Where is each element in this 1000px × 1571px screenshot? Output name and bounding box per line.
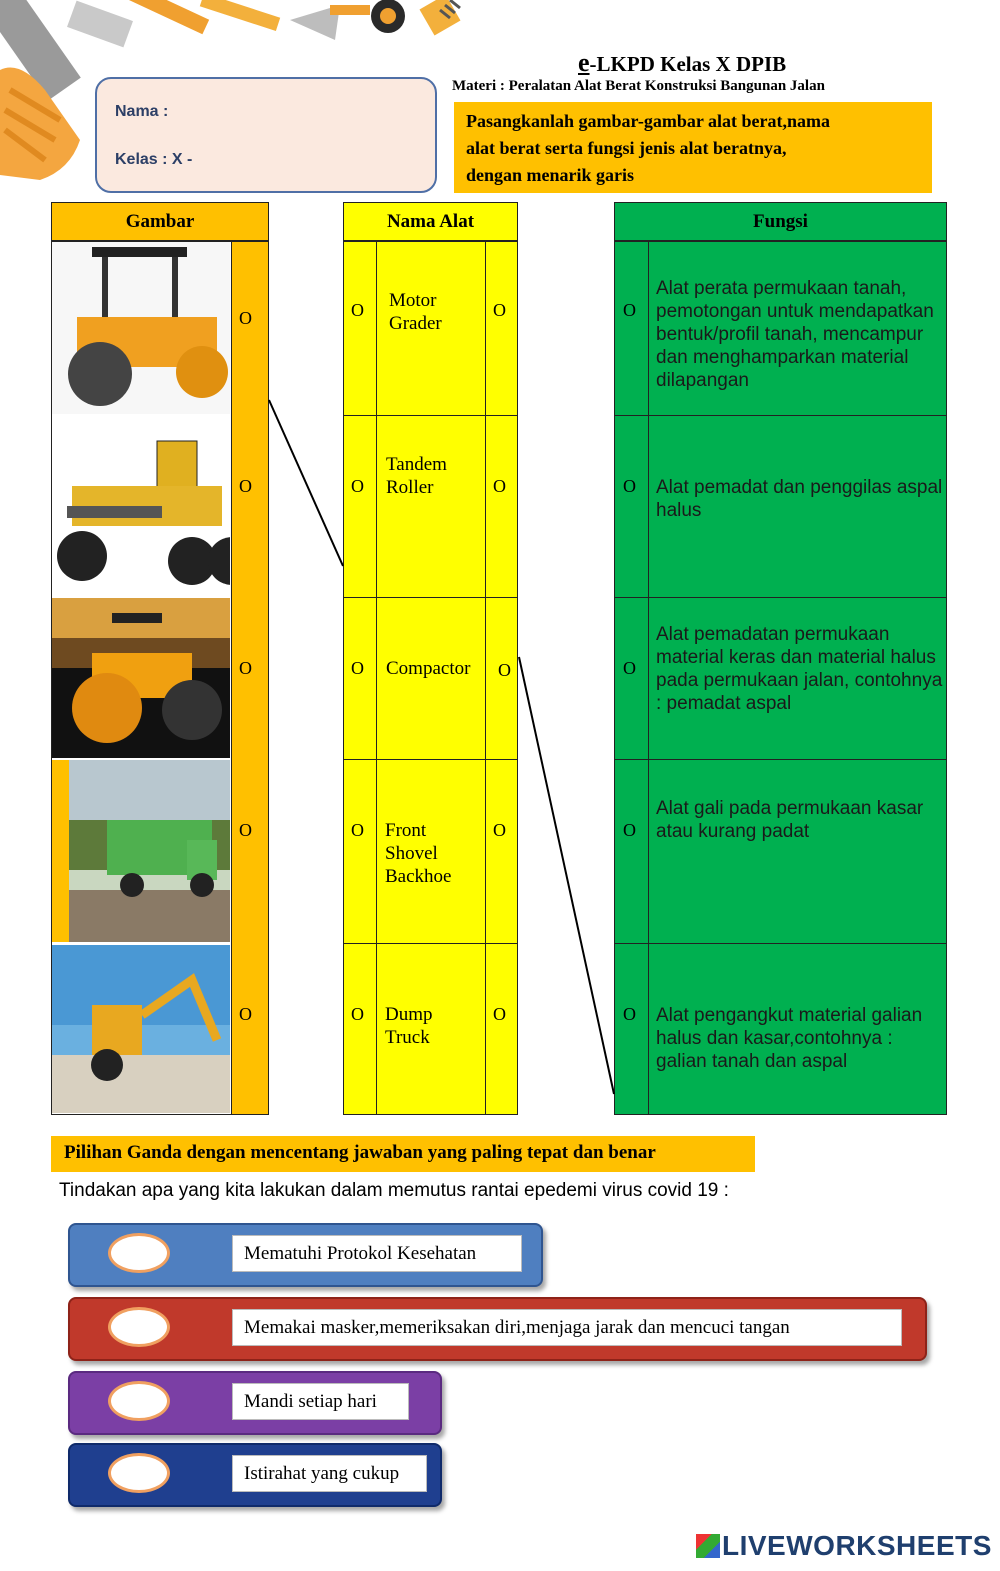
instruction-line: alat berat serta fungsi jenis alat beratnya, — [466, 138, 787, 158]
liveworksheets-icon — [696, 1534, 720, 1558]
option-1-checkbox[interactable] — [108, 1233, 170, 1273]
instruction-line: Pasangkanlah gambar-gambar alat berat,nama — [466, 111, 831, 131]
fungsi-item-2: Alat pemadat dan penggilas aspal halus — [656, 477, 943, 521]
fungsi-circle-4[interactable]: O — [623, 820, 636, 840]
gambar-circle-1[interactable]: O — [239, 308, 252, 328]
nama-label: Nama : — [115, 103, 169, 120]
instruction-line: dengan menarik garis — [466, 165, 635, 185]
nama-item-2: Tandem Roller — [386, 454, 447, 498]
fungsi-item-3: Alat pemadatan permukaan material keras dan material halus pada permukaan jalan, contohnya : pemadat aspal — [656, 624, 943, 714]
option-1[interactable] — [68, 1223, 543, 1287]
liveworksheets-logo: LIVEWORKSHEETS — [696, 1530, 992, 1562]
match-line — [519, 657, 614, 1094]
page-title: e-LKPD Kelas X DPIB — [578, 48, 787, 77]
option-4[interactable] — [68, 1443, 442, 1507]
fungsi-circle-3[interactable]: O — [623, 658, 636, 678]
header-gambar: Gambar — [51, 202, 269, 241]
pilihan-ganda-heading: Pilihan Ganda dengan mencentang jawaban yang paling tepat dan benar — [51, 1136, 755, 1172]
nama-right-circle-5[interactable]: O — [493, 1004, 506, 1024]
nama-left-circle-2[interactable]: O — [351, 476, 364, 496]
fungsi-circle-1[interactable]: O — [623, 300, 636, 320]
option-2[interactable] — [68, 1297, 927, 1361]
nama-left-circle-5[interactable]: O — [351, 1004, 364, 1024]
fungsi-circle-5[interactable]: O — [623, 1004, 636, 1024]
gambar-circle-2[interactable]: O — [239, 476, 252, 496]
header-nama-alat: Nama Alat — [343, 202, 518, 241]
option-3[interactable] — [68, 1371, 442, 1435]
materi-subtitle: Materi : Peralatan Alat Berat Konstruksi Bangunan Jalan — [452, 78, 825, 94]
option-2-checkbox[interactable] — [108, 1307, 170, 1347]
nama-left-circle-1[interactable]: O — [351, 300, 364, 320]
kelas-label: Kelas : X - — [115, 151, 193, 168]
nama-left-circle-4[interactable]: O — [351, 820, 364, 840]
question-text: Tindakan apa yang kita lakukan dalam memutus rantai epedemi virus covid 19 : — [59, 1180, 729, 1201]
option-4-checkbox[interactable] — [108, 1453, 170, 1493]
nama-left-circle-3[interactable]: O — [351, 658, 364, 678]
option-3-checkbox[interactable] — [108, 1381, 170, 1421]
nama-item-3: Compactor — [386, 658, 471, 679]
nama-right-circle-4[interactable]: O — [493, 820, 506, 840]
match-line — [269, 400, 343, 566]
option-2-label: Memakai masker,memeriksakan diri,menjaga jarak dan mencuci tangan — [232, 1309, 902, 1346]
nama-item-5: Dump Truck — [385, 1004, 433, 1048]
gambar-circle-5[interactable]: O — [239, 1004, 252, 1024]
nama-right-circle-1[interactable]: O — [493, 300, 506, 320]
fungsi-item-5: Alat pengangkut material galian halus dan kasar,contohnya : galian tanah dan aspal — [656, 1005, 923, 1072]
nama-right-circle-3[interactable]: O — [498, 660, 511, 680]
option-3-label: Mandi setiap hari — [232, 1383, 409, 1420]
nama-right-circle-2[interactable]: O — [493, 476, 506, 496]
fungsi-item-4: Alat gali pada permukaan kasar atau kurang padat — [656, 798, 924, 842]
nama-item-1: Motor Grader — [389, 290, 442, 334]
gambar-circle-4[interactable]: O — [239, 820, 252, 840]
option-1-label: Mematuhi Protokol Kesehatan — [232, 1235, 522, 1272]
header-fungsi: Fungsi — [614, 202, 947, 241]
fungsi-circle-2[interactable]: O — [623, 476, 636, 496]
option-4-label: Istirahat yang cukup — [232, 1455, 427, 1492]
fungsi-item-1: Alat perata permukaan tanah, pemotongan untuk mendapatkan bentuk/profil tanah, mencampur dan menghamparkan material dilapangan — [656, 278, 934, 391]
gambar-circle-3[interactable]: O — [239, 658, 252, 678]
nama-item-4: Front Shovel Backhoe — [385, 820, 452, 887]
